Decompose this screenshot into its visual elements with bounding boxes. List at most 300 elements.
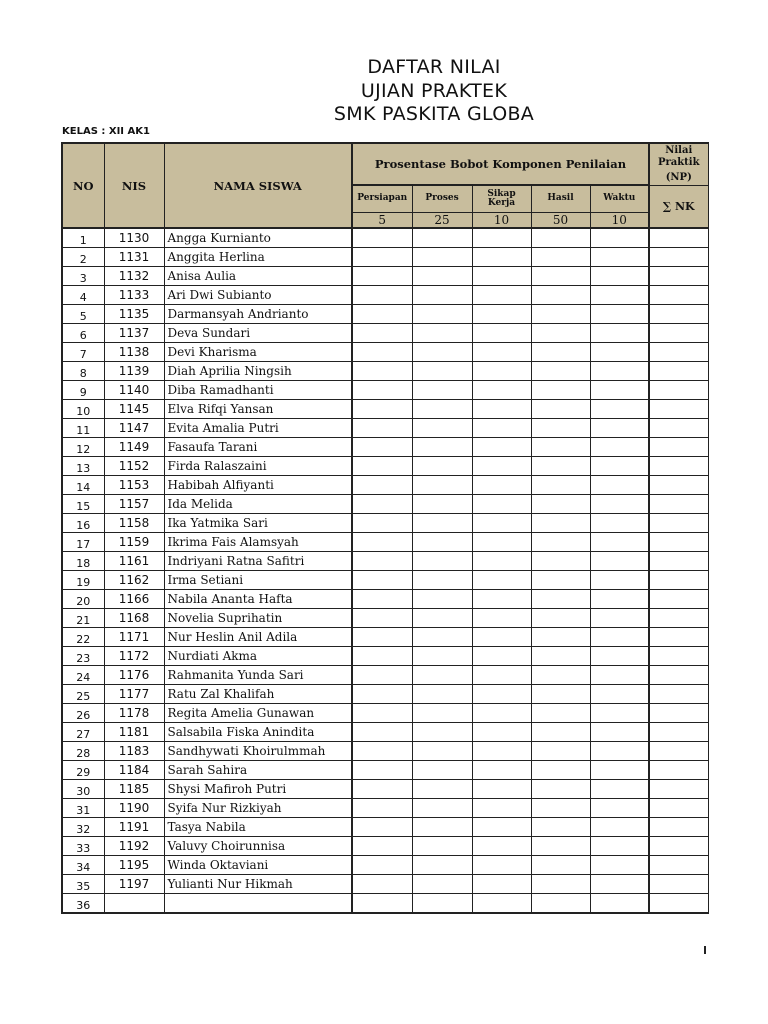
cell-proses-score[interactable] [412,305,472,324]
cell-sikap-kerja-score[interactable] [472,590,531,609]
cell-waktu-score[interactable] [590,875,649,894]
cell-no: 31 [62,799,104,818]
cell-persiapan-score[interactable] [352,381,412,400]
cell-proses-score[interactable] [412,400,472,419]
cell-no: 35 [62,875,104,894]
cell-name: Tasya Nabila [164,818,352,837]
header-np-line-1: Nilai [665,145,693,156]
cell-waktu-score[interactable] [590,894,649,914]
cell-nilai-praktik[interactable] [649,666,708,685]
cell-sikap-kerja-score[interactable] [472,799,531,818]
cell-nilai-praktik[interactable] [649,818,708,837]
cell-sikap-kerja-score[interactable] [472,894,531,914]
cell-sikap-kerja-score[interactable] [472,248,531,267]
table-row [62,457,708,476]
cell-nilai-praktik[interactable] [649,704,708,723]
cell-persiapan-score[interactable] [352,228,412,248]
cell-hasil-score[interactable] [531,837,590,856]
cell-proses-score[interactable] [412,685,472,704]
cell-proses-score[interactable] [412,495,472,514]
header-nilai-praktik [649,143,708,185]
cell-sikap-kerja-score[interactable] [472,324,531,343]
cell-persiapan-score[interactable] [352,761,412,780]
cell-name: Ida Melida [164,495,352,514]
cell-hasil-score[interactable] [531,761,590,780]
table-row [62,780,708,799]
cell-no: 8 [62,362,104,381]
cell-proses-score[interactable] [412,723,472,742]
cell-nilai-praktik[interactable] [649,628,708,647]
cell-persiapan-score[interactable] [352,248,412,267]
cell-sikap-kerja-score[interactable] [472,780,531,799]
cell-persiapan-score[interactable] [352,590,412,609]
cell-persiapan-score[interactable] [352,837,412,856]
cell-nis: 1147 [104,419,164,438]
cell-name: Winda Oktaviani [164,856,352,875]
cell-sikap-kerja-score[interactable] [472,419,531,438]
cell-waktu-score[interactable] [590,742,649,761]
cell-waktu-score[interactable] [590,647,649,666]
cell-proses-score[interactable] [412,856,472,875]
cell-waktu-score[interactable] [590,818,649,837]
cell-nilai-praktik[interactable] [649,799,708,818]
cell-persiapan-score[interactable] [352,856,412,875]
table-row [62,228,708,248]
cell-waktu-score[interactable] [590,590,649,609]
cell-hasil-score[interactable] [531,400,590,419]
header-component-group: Prosentase Bobot Komponen Penilaian [352,143,649,185]
cell-hasil-score[interactable] [531,894,590,914]
cell-proses-score[interactable] [412,742,472,761]
cell-proses-score[interactable] [412,590,472,609]
cell-proses-score[interactable] [412,628,472,647]
cell-nilai-praktik[interactable] [649,267,708,286]
cell-persiapan-score[interactable] [352,362,412,381]
cell-sikap-kerja-score[interactable] [472,818,531,837]
cell-sikap-kerja-score[interactable] [472,228,531,248]
cell-proses-score[interactable] [412,837,472,856]
table-row [62,856,708,875]
cell-nilai-praktik[interactable] [649,248,708,267]
cell-nilai-praktik[interactable] [649,476,708,495]
cell-sikap-kerja-score[interactable] [472,305,531,324]
cell-waktu-score[interactable] [590,609,649,628]
table-row [62,267,708,286]
cell-name: Syifa Nur Rizkiyah [164,799,352,818]
cell-sikap-kerja-score[interactable] [472,495,531,514]
table-row [62,571,708,590]
cell-waktu-score[interactable] [590,552,649,571]
cell-proses-score[interactable] [412,780,472,799]
cell-proses-score[interactable] [412,343,472,362]
cell-nis: 1137 [104,324,164,343]
cell-sikap-kerja-score[interactable] [472,533,531,552]
cell-nilai-praktik[interactable] [649,571,708,590]
cell-sikap-kerja-score[interactable] [472,552,531,571]
cell-nilai-praktik[interactable] [649,609,708,628]
cell-no: 19 [62,571,104,590]
cell-proses-score[interactable] [412,476,472,495]
cell-proses-score[interactable] [412,894,472,914]
cell-nis: 1145 [104,400,164,419]
cell-nis: 1158 [104,514,164,533]
cell-no: 12 [62,438,104,457]
cell-persiapan-score[interactable] [352,343,412,362]
cell-name: Indriyani Ratna Safitri [164,552,352,571]
cell-persiapan-score[interactable] [352,628,412,647]
cell-sikap-kerja-score[interactable] [472,286,531,305]
cell-hasil-score[interactable] [531,875,590,894]
cell-hasil-score[interactable] [531,647,590,666]
cell-persiapan-score[interactable] [352,457,412,476]
cell-nilai-praktik[interactable] [649,875,708,894]
cell-persiapan-score[interactable] [352,324,412,343]
cell-waktu-score[interactable] [590,267,649,286]
cell-hasil-score[interactable] [531,533,590,552]
cell-persiapan-score[interactable] [352,666,412,685]
cell-nilai-praktik[interactable] [649,324,708,343]
cell-nis: 1166 [104,590,164,609]
cell-waktu-score[interactable] [590,228,649,248]
cell-nilai-praktik[interactable] [649,837,708,856]
cell-persiapan-score[interactable] [352,552,412,571]
cell-nilai-praktik[interactable] [649,780,708,799]
cell-hasil-score[interactable] [531,704,590,723]
page-marker [704,946,706,954]
cell-sikap-kerja-score[interactable] [472,875,531,894]
cell-persiapan-score[interactable] [352,419,412,438]
cell-persiapan-score[interactable] [352,818,412,837]
cell-nis: 1195 [104,856,164,875]
cell-hasil-score[interactable] [531,324,590,343]
cell-no: 5 [62,305,104,324]
cell-no: 6 [62,324,104,343]
cell-persiapan-score[interactable] [352,742,412,761]
cell-sikap-kerja-score[interactable] [472,514,531,533]
cell-waktu-score[interactable] [590,476,649,495]
cell-sikap-kerja-score[interactable] [472,704,531,723]
cell-hasil-score[interactable] [531,228,590,248]
cell-hasil-score[interactable] [531,609,590,628]
cell-hasil-score[interactable] [531,571,590,590]
cell-nilai-praktik[interactable] [649,856,708,875]
cell-waktu-score[interactable] [590,514,649,533]
cell-nis: 1152 [104,457,164,476]
cell-nilai-praktik[interactable] [649,742,708,761]
cell-waktu-score[interactable] [590,286,649,305]
cell-nilai-praktik[interactable] [649,286,708,305]
cell-proses-score[interactable] [412,438,472,457]
cell-waktu-score[interactable] [590,799,649,818]
table-row [62,685,708,704]
cell-waktu-score[interactable] [590,533,649,552]
cell-hasil-score[interactable] [531,628,590,647]
header-waktu: Waktu [590,185,649,212]
cell-proses-score[interactable] [412,362,472,381]
cell-persiapan-score[interactable] [352,571,412,590]
cell-persiapan-score[interactable] [352,875,412,894]
cell-waktu-score[interactable] [590,723,649,742]
cell-persiapan-score[interactable] [352,894,412,914]
cell-no: 22 [62,628,104,647]
cell-sikap-kerja-score[interactable] [472,628,531,647]
cell-name: Sarah Sahira [164,761,352,780]
cell-name: Devi Kharisma [164,343,352,362]
cell-name: Diba Ramadhanti [164,381,352,400]
cell-proses-score[interactable] [412,533,472,552]
table-row [62,704,708,723]
cell-persiapan-score[interactable] [352,495,412,514]
cell-nilai-praktik[interactable] [649,438,708,457]
cell-nis: 1130 [104,228,164,248]
table-row [62,723,708,742]
cell-waktu-score[interactable] [590,628,649,647]
cell-hasil-score[interactable] [531,343,590,362]
cell-hasil-score[interactable] [531,476,590,495]
title-line-3: SMK PASKITA GLOBA [333,103,535,125]
cell-persiapan-score[interactable] [352,514,412,533]
cell-nilai-praktik[interactable] [649,533,708,552]
table-row [62,875,708,894]
cell-proses-score[interactable] [412,514,472,533]
cell-proses-score[interactable] [412,571,472,590]
cell-nis: 1149 [104,438,164,457]
cell-waktu-score[interactable] [590,419,649,438]
cell-hasil-score[interactable] [531,742,590,761]
cell-nilai-praktik[interactable] [649,419,708,438]
cell-persiapan-score[interactable] [352,286,412,305]
cell-hasil-score[interactable] [531,305,590,324]
cell-sikap-kerja-score[interactable] [472,856,531,875]
cell-proses-score[interactable] [412,647,472,666]
cell-waktu-score[interactable] [590,704,649,723]
cell-sikap-kerja-score[interactable] [472,571,531,590]
cell-sikap-kerja-score[interactable] [472,476,531,495]
cell-hasil-score[interactable] [531,514,590,533]
cell-waktu-score[interactable] [590,837,649,856]
cell-sikap-kerja-score[interactable] [472,381,531,400]
cell-persiapan-score[interactable] [352,685,412,704]
cell-waktu-score[interactable] [590,571,649,590]
cell-proses-score[interactable] [412,799,472,818]
cell-name: Elva Rifqi Yansan [164,400,352,419]
cell-no: 3 [62,267,104,286]
cell-nilai-praktik[interactable] [649,343,708,362]
cell-waktu-score[interactable] [590,457,649,476]
cell-waktu-score[interactable] [590,305,649,324]
cell-proses-score[interactable] [412,248,472,267]
cell-hasil-score[interactable] [531,780,590,799]
cell-sikap-kerja-score[interactable] [472,837,531,856]
cell-name: Darmansyah Andrianto [164,305,352,324]
cell-proses-score[interactable] [412,761,472,780]
table-row [62,400,708,419]
table-row [62,837,708,856]
cell-sikap-kerja-score[interactable] [472,438,531,457]
cell-sikap-kerja-score[interactable] [472,343,531,362]
cell-no: 14 [62,476,104,495]
cell-nilai-praktik[interactable] [649,228,708,248]
cell-sikap-kerja-score[interactable] [472,267,531,286]
cell-hasil-score[interactable] [531,685,590,704]
cell-no: 17 [62,533,104,552]
header-sum-nk: ∑ NK [649,185,708,228]
cell-nis: 1184 [104,761,164,780]
cell-sikap-kerja-score[interactable] [472,647,531,666]
cell-sikap-kerja-score[interactable] [472,761,531,780]
header-hasil: Hasil [531,185,590,212]
cell-hasil-score[interactable] [531,590,590,609]
cell-hasil-score[interactable] [531,552,590,571]
cell-persiapan-score[interactable] [352,533,412,552]
cell-nis: 1191 [104,818,164,837]
cell-waktu-score[interactable] [590,666,649,685]
table-row [62,495,708,514]
cell-nis: 1132 [104,267,164,286]
cell-nis: 1171 [104,628,164,647]
cell-sikap-kerja-score[interactable] [472,400,531,419]
cell-proses-score[interactable] [412,818,472,837]
table-row [62,514,708,533]
cell-hasil-score[interactable] [531,248,590,267]
cell-hasil-score[interactable] [531,267,590,286]
cell-hasil-score[interactable] [531,818,590,837]
table-row [62,343,708,362]
cell-no: 7 [62,343,104,362]
cell-hasil-score[interactable] [531,856,590,875]
cell-hasil-score[interactable] [531,799,590,818]
cell-persiapan-score[interactable] [352,609,412,628]
cell-nilai-praktik[interactable] [649,647,708,666]
cell-persiapan-score[interactable] [352,723,412,742]
cell-persiapan-score[interactable] [352,400,412,419]
cell-proses-score[interactable] [412,666,472,685]
cell-nilai-praktik[interactable] [649,761,708,780]
cell-nis: 1190 [104,799,164,818]
cell-sikap-kerja-score[interactable] [472,457,531,476]
cell-sikap-kerja-score[interactable] [472,666,531,685]
cell-waktu-score[interactable] [590,495,649,514]
cell-nilai-praktik[interactable] [649,685,708,704]
cell-waktu-score[interactable] [590,761,649,780]
cell-nis: 1138 [104,343,164,362]
cell-hasil-score[interactable] [531,723,590,742]
cell-no: 16 [62,514,104,533]
cell-name: Anggita Herlina [164,248,352,267]
cell-proses-score[interactable] [412,228,472,248]
cell-nilai-praktik[interactable] [649,590,708,609]
cell-nilai-praktik[interactable] [649,457,708,476]
cell-waktu-score[interactable] [590,362,649,381]
cell-proses-score[interactable] [412,704,472,723]
cell-name: Evita Amalia Putri [164,419,352,438]
cell-nilai-praktik[interactable] [649,552,708,571]
cell-persiapan-score[interactable] [352,267,412,286]
cell-sikap-kerja-score[interactable] [472,723,531,742]
cell-sikap-kerja-score[interactable] [472,362,531,381]
cell-hasil-score[interactable] [531,666,590,685]
cell-no: 11 [62,419,104,438]
cell-proses-score[interactable] [412,457,472,476]
table-row [62,381,708,400]
cell-proses-score[interactable] [412,381,472,400]
cell-persiapan-score[interactable] [352,305,412,324]
title-line-1: DAFTAR NILAI [367,56,501,78]
cell-persiapan-score[interactable] [352,799,412,818]
cell-nilai-praktik[interactable] [649,305,708,324]
cell-hasil-score[interactable] [531,495,590,514]
cell-persiapan-score[interactable] [352,476,412,495]
cell-waktu-score[interactable] [590,400,649,419]
cell-proses-score[interactable] [412,875,472,894]
cell-hasil-score[interactable] [531,286,590,305]
cell-hasil-score[interactable] [531,457,590,476]
cell-proses-score[interactable] [412,609,472,628]
cell-sikap-kerja-score[interactable] [472,685,531,704]
cell-waktu-score[interactable] [590,381,649,400]
cell-proses-score[interactable] [412,324,472,343]
cell-no: 21 [62,609,104,628]
cell-nis: 1183 [104,742,164,761]
cell-no: 28 [62,742,104,761]
cell-waktu-score[interactable] [590,248,649,267]
cell-nis: 1131 [104,248,164,267]
cell-name: Diah Aprilia Ningsih [164,362,352,381]
table-row [62,647,708,666]
cell-persiapan-score[interactable] [352,438,412,457]
table-row [62,590,708,609]
cell-name: Rahmanita Yunda Sari [164,666,352,685]
cell-waktu-score[interactable] [590,780,649,799]
cell-nis: 1172 [104,647,164,666]
cell-proses-score[interactable] [412,267,472,286]
table-row [62,438,708,457]
cell-nilai-praktik[interactable] [649,362,708,381]
cell-proses-score[interactable] [412,286,472,305]
cell-proses-score[interactable] [412,419,472,438]
cell-sikap-kerja-score[interactable] [472,609,531,628]
cell-sikap-kerja-score[interactable] [472,742,531,761]
cell-nilai-praktik[interactable] [649,495,708,514]
cell-hasil-score[interactable] [531,362,590,381]
cell-nilai-praktik[interactable] [649,894,708,914]
cell-nilai-praktik[interactable] [649,514,708,533]
cell-nis: 1181 [104,723,164,742]
cell-name: Salsabila Fiska Anindita [164,723,352,742]
cell-nis: 1176 [104,666,164,685]
cell-persiapan-score[interactable] [352,704,412,723]
cell-nilai-praktik[interactable] [649,723,708,742]
cell-proses-score[interactable] [412,552,472,571]
cell-persiapan-score[interactable] [352,780,412,799]
cell-waktu-score[interactable] [590,324,649,343]
cell-hasil-score[interactable] [531,419,590,438]
cell-waktu-score[interactable] [590,343,649,362]
cell-waktu-score[interactable] [590,685,649,704]
cell-waktu-score[interactable] [590,438,649,457]
cell-nilai-praktik[interactable] [649,381,708,400]
cell-nilai-praktik[interactable] [649,400,708,419]
header-nama-siswa: NAMA SISWA [164,143,352,228]
cell-waktu-score[interactable] [590,856,649,875]
cell-no: 9 [62,381,104,400]
table-row [62,248,708,267]
cell-nis: 1133 [104,286,164,305]
cell-persiapan-score[interactable] [352,647,412,666]
cell-hasil-score[interactable] [531,381,590,400]
cell-name: Habibah Alfiyanti [164,476,352,495]
cell-hasil-score[interactable] [531,438,590,457]
